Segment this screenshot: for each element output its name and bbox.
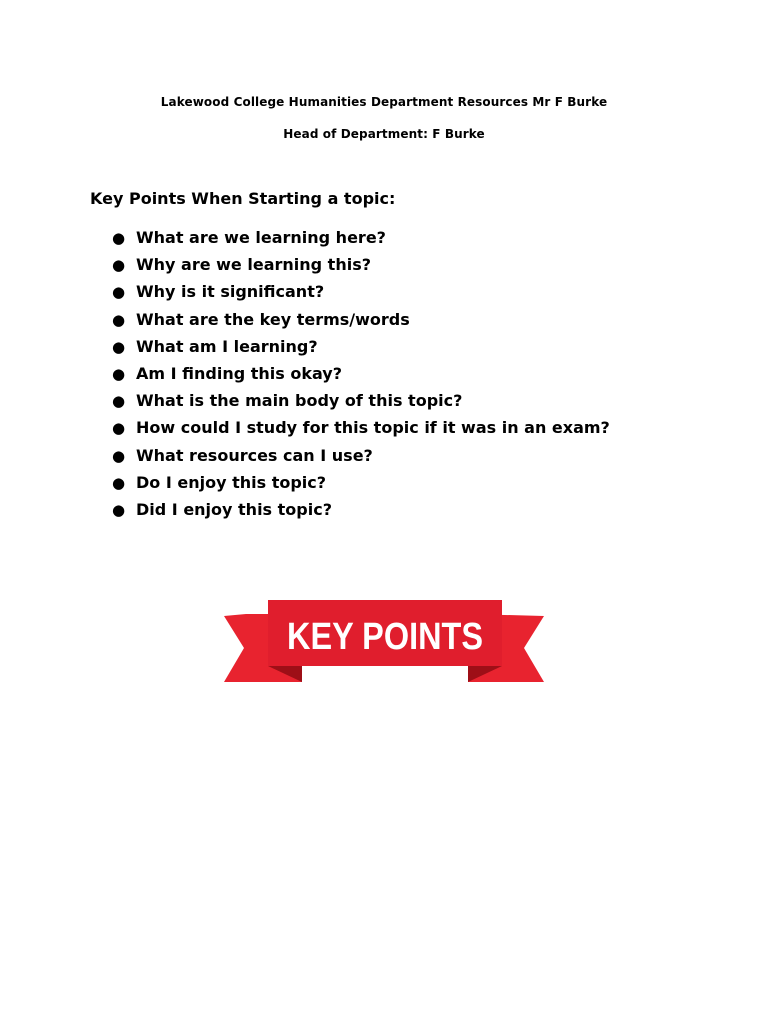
list-item-text: Why is it significant? — [136, 282, 325, 302]
list-item-text: What resources can I use? — [136, 445, 373, 465]
list-item — [112, 363, 610, 390]
list-item-text: What is the main body of this topic? — [136, 391, 463, 411]
key-points-banner — [224, 598, 546, 684]
list-item-text: What are we learning here? — [136, 228, 386, 247]
list-item-text: What am I learning? — [136, 336, 318, 356]
list-item — [112, 445, 610, 472]
bullet-icon: ● — [112, 473, 126, 492]
list-item-text: How could I study for this topic if it was in an exam? — [136, 418, 610, 438]
bullet-icon: ● — [112, 500, 126, 519]
bullet-icon: ● — [112, 337, 126, 356]
bullet-icon: ● — [112, 283, 126, 302]
bullet-icon: ● — [112, 256, 126, 275]
list-item-text: Do I enjoy this topic? — [136, 472, 327, 492]
bullet-icon: ● — [112, 229, 126, 247]
list-item — [112, 281, 610, 308]
list-item — [112, 336, 610, 363]
list-item — [112, 227, 610, 254]
header-department-line: Head of Department: F Burke — [283, 127, 485, 141]
list-item — [112, 390, 610, 417]
bullet-icon: ● — [112, 419, 126, 438]
list-item-text: What are the key terms/words — [136, 309, 410, 329]
banner-text: KEY POINTS — [287, 616, 483, 658]
section-title: Key Points When Starting a topic: — [90, 189, 396, 208]
bullet-icon: ● — [112, 446, 126, 465]
bullet-icon: ● — [112, 310, 126, 329]
list-item — [112, 309, 610, 336]
list-item-text: Did I enjoy this topic? — [136, 499, 332, 519]
header-college-line: Lakewood College Humanities Department Resources Mr F Burke — [160, 95, 608, 109]
list-item — [112, 499, 610, 526]
key-points-list — [112, 227, 610, 526]
bullet-icon: ● — [112, 364, 126, 383]
list-item-text: Why are we learning this? — [136, 255, 371, 275]
list-item — [112, 254, 610, 281]
list-item — [112, 472, 610, 499]
ribbon-banner-graphic — [224, 598, 546, 684]
list-item-text: Am I finding this okay? — [136, 363, 343, 383]
list-item — [112, 417, 610, 444]
bullet-icon: ● — [112, 392, 126, 411]
